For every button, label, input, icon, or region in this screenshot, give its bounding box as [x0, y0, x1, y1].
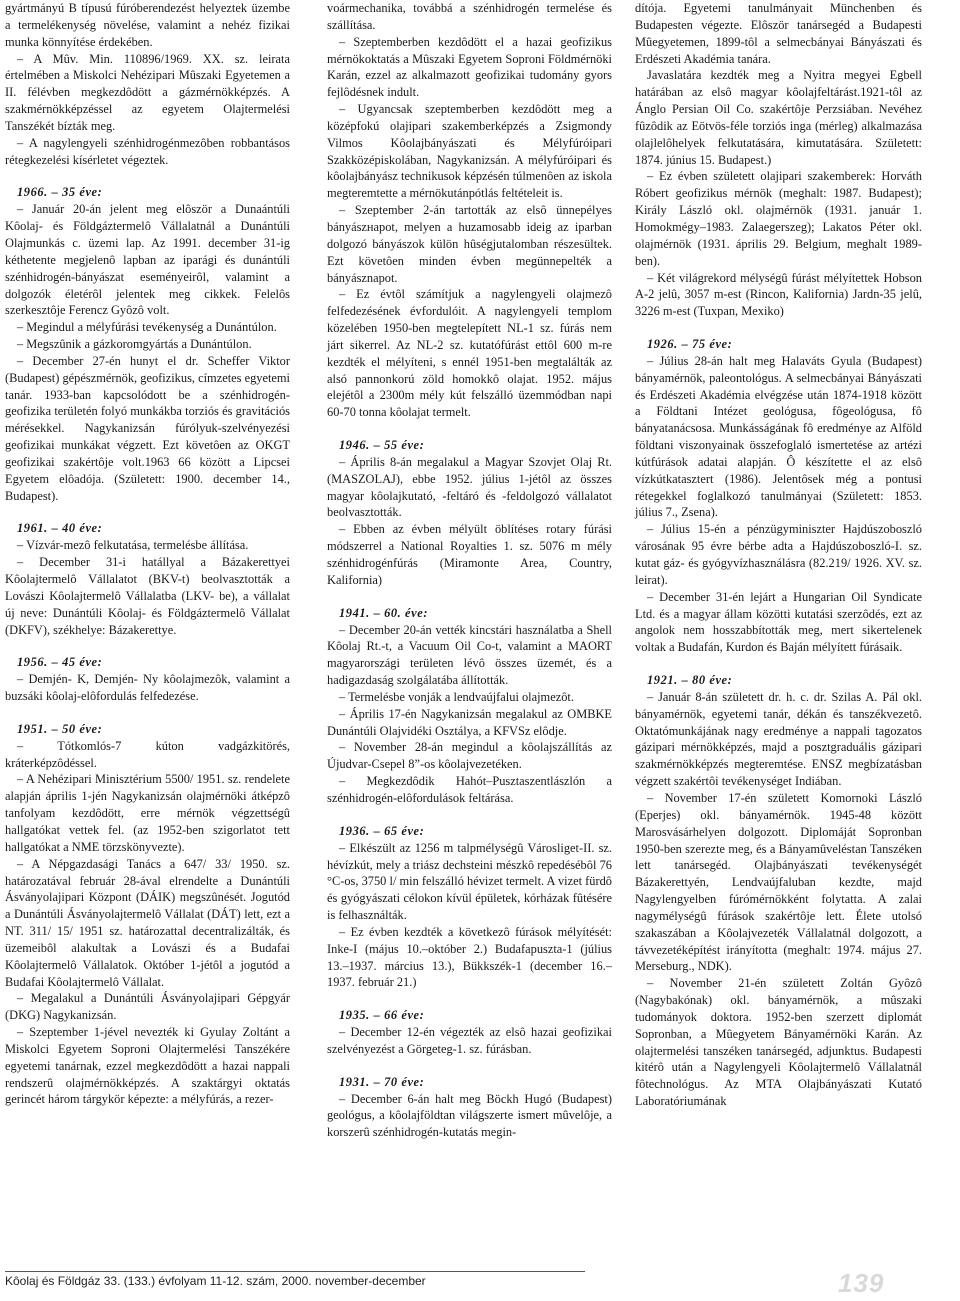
paragraph: – Ebben az évben mélyült öblítéses rotary fúrási módszerrel a National Royalties 1. sz. 5076 m mély szénhidrogénfúrás (Miramonte Area, Country, Kalifornia)	[327, 522, 612, 587]
paragraph: – A Nehézipari Minisztérium 5500/ 1951. sz. rendelete alapján április 1-jén Nagykanizsán olajmérnöki átképzô tanfolyam kezdôdött, erre mérnök végzettségû hallgatókat vettek fel. (az 1952-ben szigorlatot tett hallgatókat a NME törzskönyvezte).	[5, 772, 290, 854]
paragraph: dítója. Egyetemi tanulmányait Münchenben és Budapesten végezte. Elôször tanársegéd a Budapesti Mûegyetemen, 1899-tôl a selmecbányai Bányászati és Erdészeti Akadémia tanára.	[635, 1, 922, 66]
paragraph: – Elkészült az 1256 m talpmélységû Városliget-II. sz. hévízkút, mely a triász dechsteini mészkô repedésébôl 76 °C-os, 3750 l/ min felszálló hévizet termelt. A vizet fürdô és gyógyászati célokon kívül épületek, kórházak fûtésére is felhasználták.	[327, 840, 612, 923]
paragraph: – Július 28-án halt meg Halaváts Gyula (Budapest) bányamérnök, paleontológus. A selmecbányai Bányászati és Erdészeti Akadémia elvégzése után 1874-1918 között a Földtani Intézet geológusa, fôgeológusa, fô bányatanácsosa. Munkásságának fô eredménye az Alföld földtani viszonyainak összefoglaló ismertetése az artézi kútfúrások adatai alapján. Ô készítette el az elsô vízkútkatasztert (1986). Jelentôsek még a pontusi rétegekkel foglalkozó tanulmányai (Született: 1853. július 7., Zsena).	[635, 353, 922, 520]
paragraph: – Tótkomlós-7 kúton vadgázkitörés, kráterképzôdéssel.	[5, 738, 290, 770]
paragraph: – Szeptember 2-án tartották az elsô ünnepélyes bányászнapot, melyen a huzamosabb ideig az iparban dolgozó bányászok külön hûségjutalomban részesültek. Ezt követôen minden évben megünnepelték a bányásznapot.	[327, 203, 612, 285]
paragraph: – A nagylengyeli szénhidrogénmezôben robbantásos rétegkezelési kísérletet végeztek.	[5, 135, 290, 167]
paragraph: – A Mûv. Min. 110896/1969. XX. sz. leirata értelmében a Miskolci Nehézipari Mûszaki Egyetemen a II. félévben megkezdôdött a gázmérnökképzés. A szakmérnökképzéssel az egyetem Olajtermelési Tanszékét bízták meg.	[5, 51, 290, 133]
year-heading: 1941. – 60. éve:	[339, 605, 429, 620]
paragraph: – December 27-én hunyt el dr. Scheffer Viktor (Budapest) gépészmérnök, geofizikus, címzetes egyetemi tanár. 1933-ban kapcsolódott be a szénhidrogén-geofizika területén folyó munkákba torziós és gravitációs mérésekkel. Nagykanizsán fúrólyuk-szelvényezési geofizikai munkákat végzett. Ezt követôen az OKGT geofizikai szakértôje volt.1963 66 között a Lipcsei Egyetem elôadója. (Született: 1900. december 14., Budapest).	[5, 353, 290, 503]
paragraph: – Megindul a mélyfúrási tevékenység a Dunántúlon.	[17, 320, 277, 335]
year-heading: 1921. – 80 éve:	[647, 673, 733, 688]
year-heading: 1946. – 55 éve:	[339, 438, 425, 453]
paragraph: – Január 20-án jelent meg elôször a Dunaántúli Kôolaj- és Földgáztermelô Vállalatnál a Dunántúli Olajmunkás c. üzemi lap. Az 1991. december 31-ig kéthetente megjelenô lapban az iparági és dunántúli szénhidrogén-bányászat eseményeirôl, valamint a dolgozók életérôl jelentek meg cikkek. Felelôs szerkesztôje Ferencz Gyôzô volt.	[5, 202, 290, 318]
paragraph: – Ez évben kezdték a következô fúrások mélyítését: Inke-I (május 10.–október 2.) Budafapuszta-1 (július 13.–1937. március 13.), Bükkszék-1 (december 16.–1937. február 21.)	[327, 924, 612, 990]
footer-rule	[5, 1271, 585, 1272]
paragraph: – Szeptemberben kezdôdött el a hazai geofizikus mérnökoktatás a Mûszaki Egyetem Soproni Földmérnöki Karán, ezzel az alkalmazott geofizikai tudomány gyors fejlôdésnek indult.	[327, 34, 612, 100]
year-heading: 1926. – 75 éve:	[647, 337, 733, 352]
paragraph: – Megalakul a Dunántúli Ásványolajipari Gépgyár (DKG) Nagykanizsán.	[5, 991, 290, 1023]
paragraph: – Ugyancsak szeptemberben kezdôdött meg a középfokú olajipari szakemberképzés a Zsigmondy Vilmos Kôolajbányászati és Mélyfúróipari Szakközépiskolában, Nagykanizsán. A mélyfúróipari és kôolajbányász technikusok képzésén túlmenôen az iskola megteremtette a mérnökutánpótlás feltételeit is.	[327, 102, 612, 201]
paragraph: – November 17-én született Komornoki László (Eperjes) okl. bányamérnök. 1945-48 között Marosvásárhelyen dolgozott. Diplomáját Sopronban 1950-ben szerezte meg, és a Bányamûveléstan Tanszéken lett tanársegéd. Olajbányászati tevékenységét Bázakerettyén, Lendvaújfaluban kezdte, majd Nagylengyelben fúrómérnökként folytatta. A zalai nagymélységû fúrások szakértôje lett. Élete utolsó szakaszában a Kôolajvezeték Vállalatnál dolgozott, a távvezetéképítést irányította (meghalt: 1974. május 27. Merseburg., NDK).	[635, 790, 922, 974]
paragraph: – Július 15-én a pénzügyminiszter Hajdúszoboszló városának 95 évre bérbe adta a Hajdúszoboszló-I. sz. kutat gáz- és gyógyvízhasználásra (82.219/ 1926. XV. sz. leirat).	[635, 522, 922, 587]
paragraph: – Megszûnik a gázkoromgyártás a Dunántúlon.	[17, 337, 252, 352]
text-column-2	[327, 0, 612, 1141]
paragraph: – December 6-án halt meg Böckh Hugó (Budapest) geológus, a kôolajföldtan világszerte ismert mûvelôje, a korszerû szénhidrogén-kutatás megin-	[327, 1091, 612, 1140]
paragraph: – November 21-én született Zoltán Gyôzô (Nagybakónak) okl. bányamérnök, a mûszaki tudományok doktora. 1952-ben szerzett diplomát Sopronban, a Mûegyetem Bányamérnöki Karán. Az olajtermelési tanszéken tanársegéd, adjunktus. Budapesti kitérô után a Nagylengyeli Kôolajtermelô Vállalatnál fôtechnológus. Az MTA Olajbányászati Kutató Laboratóriumának	[635, 976, 922, 1109]
paragraph: – Két világrekord mélységû fúrást mélyítettek Hobson A-2 jelû, 3057 m-est (Rincon, Kalifornia) Jardn-35 jelû, 3226 m-est (Tuxpan, Mexiko)	[635, 270, 922, 319]
year-heading: 1935. – 66 éve:	[339, 1008, 425, 1023]
paragraph: – Termelésbe vonják a lendvaújfalui olajmezôt.	[339, 689, 574, 704]
paragraph: – Szeptember 1-jével nevezték ki Gyulay Zoltánt a Miskolci Egyetem Soproni Olajtermelési Tanszékére egyetemi tanárnak, ezzel megkezdôdött a hazai nappali rendszerû olajmérnökképzés. A szaktárgyi oktatás gerincét három tárgykör képezte: a mélyfúrás, a rezer-	[5, 1025, 290, 1107]
paragraph: – November 28-án megindul a kôolajszállítás az Újudvar-Csepel 8”-os kôolajvezetéken.	[327, 740, 612, 772]
year-heading: 1936. – 65 éve:	[339, 823, 425, 838]
text-column-3	[635, 0, 922, 1110]
journal-citation: Kôolaj és Földgáz 33. (133.) évfolyam 11-12. szám, 2000. november-december	[5, 1274, 426, 1288]
text-column-1	[5, 0, 290, 1108]
paragraph: gyártmányú B típusú fúróberendezést helyeztek üzembe a termelékenység növelése, valamint a nehéz fizikai munka könnyítése érdekében.	[5, 1, 290, 49]
year-heading: 1951. – 50 éve:	[17, 721, 103, 736]
paragraph: voármechanika, továbbá a szénhidrogén termelése és szállítása.	[327, 1, 612, 32]
paragraph: – A Népgazdasági Tanács a 647/ 33/ 1950. sz. határozatával február 28-ával elrendelte a Dunántúli Ásványolajipari Központ (DÁIK) megszûnését. Jogutód a Dunántúli Ásványolajtermelô Vállalat (DÁT) lett, ezt a NT. 311/ 15/ 1951 sz. határozattal decentralizálták, és üzemeibôl alakultak a Lovászi és a Budafai Kôolajtermelô Vállalatok. Október 1-jétôl a jogutód a Budafai Kôolajtermelô Vállalat.	[5, 856, 290, 989]
paragraph: – December 12-én végezték az elsô hazai geofizikai szelvényezést a Görgeteg-1. sz. fúrásban.	[327, 1025, 612, 1056]
paragraph: – December 31-i hatállyal a Bázakerettyei Kôolajtermelô Vállalatot (BKV-t) beolvasztották a Lovászi Kôolajtermelô Vállalatba (LKV- be), a vállalat új neve: Dunántúli Kôolaj- és Földgáztermelô Vállalat (DKFV), székhelye: Bázakerettye.	[5, 555, 290, 637]
paragraph: – December 20-án vették kincstári használatba a Shell Kôolaj Rt.-t, a Vacuum Oil Co-t, valamint a MAORT magyarországi területen lévô összes üzemét, és a hadigazdaság szolgálatába állították.	[327, 622, 612, 688]
paragraph: Javaslatára kezdték meg a Nyitra megyei Egbell határában az elsô magyar kôolajfeltárást.1921-tôl az Ánglo Persian Oil Co. szakértôje Perzsiában. Nevéhez fûzôdik az Eötvös-féle torziós inga (mérleg) alkalmazása olajlelôhelyek felkutatására, kimutatására. Született: 1874. június 15. Budapest.)	[635, 68, 922, 167]
year-heading: 1966. – 35 éve:	[17, 185, 103, 200]
page-footer	[0, 1268, 960, 1298]
page-number: 139	[838, 1268, 885, 1298]
paragraph: – Vízvár-mezô felkutatása, termelésbe állítása.	[17, 538, 249, 553]
paragraph: – Ez évben született olajipari szakemberek: Horváth Róbert geofizikus mérnök (meghalt: 1987. Budapest); Király László okl. olajmérnök (1931. január 1. Homokmégy–1983. Zalaegerszeg); Lakatos Péter okl. olajmérnök (1931. április 29. Belgium, meghalt 1989-ben).	[635, 169, 922, 268]
paragraph: – Megkezdôdik Hahót–Pusztaszentlászlón a szénhidrogén-elôfordulások feltárása.	[327, 774, 612, 805]
paragraph: – Január 8-án született dr. h. c. dr. Szilas A. Pál okl. bányamérnök, egyetemi tanár, dékán és tanszékvezetô. Oktatómunkájának nagy eredménye a nappali tagozatos gázipari mérnökképzés, majd a posztgraduális gázipari szakmérnökképzés megteremtése. ENSZ megbízatásban végzett szakértôi tevékenységet Indiában.	[635, 689, 922, 789]
paragraph: – December 31-én lejárt a Hungarian Oil Syndicate Ltd. és a magyar állam közötti kutatási szerzôdés, ezt az angolok nem hosszabbították meg, mert sikertelenek voltak a Budafán, Kurdon és Baján mélyített fúrásaik.	[635, 589, 922, 655]
year-heading: 1956. – 45 éve:	[17, 655, 103, 670]
paragraph: – Április 8-án megalakul a Magyar Szovjet Olaj Rt. (MASZOLAJ), ebbe 1952. július 1-jétôl az összes magyar kôolajkutató, -feltáró és -feldolgozó vállalatot beolvasztották.	[327, 454, 612, 520]
paragraph: – Demjén- K, Demjén- Ny kôolajmezôk, valamint a buzsáki kôolaj-elôfordulás felfedezése.	[5, 672, 290, 704]
year-heading: 1931. – 70 éve:	[339, 1074, 425, 1089]
year-heading: 1961. – 40 éve:	[17, 521, 103, 536]
paragraph: – Ez évtôl számítjuk a nagylengyeli olajmezô felfedezésének évfordulóit. A nagylengyeli templom közelében 1950-ben megtelepített NL-1 sz. fúrás nem járt sikerrel. Az NL-2 sz. kutatófúrást ettôl 600 m-re kezdték el mélyíteni, s ennél 1951-ben megtalálták az alsó pannonkorú zöld homokkô olajat. 1952. május elejétôl a 2300m mély kút felszálló üzemmódban napi 60-70 tonna kôolajat termelt.	[327, 287, 612, 420]
paragraph: – Április 17-én Nagykanizsán megalakul az OMBKE Dunántúli Olajvidéki Osztálya, a KFVSz elôdje.	[327, 706, 612, 738]
